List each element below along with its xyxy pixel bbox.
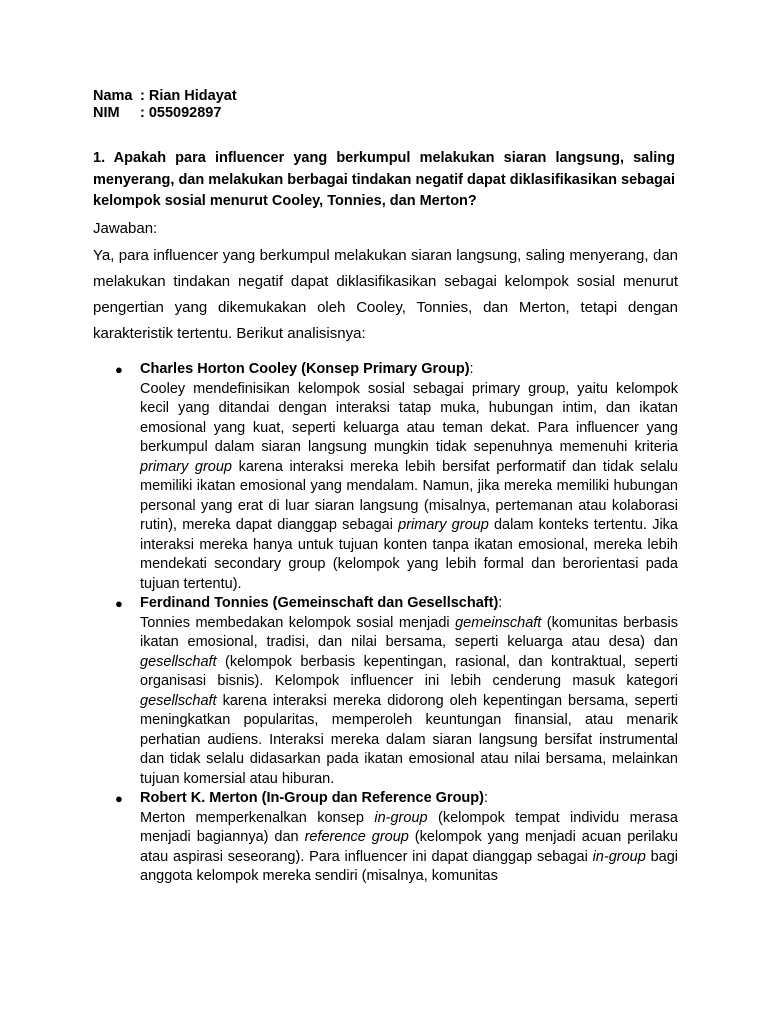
item-body-text: karena interaksi mereka didorong oleh kepentingan bersama, seperti meningkatkan popularitas, memperoleh keuntungan finansial, atau menarik perhatian audiens. Interaksi mereka dalam siaran langsung bersifat instrumental dan tidak selalu didasarkan pada ikatan emosional atau nilai bersama, melainkan tujuan komersial atau hiburan.: [140, 692, 678, 787]
item-body: [140, 380, 678, 595]
answer-intro-paragraph: Ya, para influencer yang berkumpul melakukan siaran langsung, saling menyerang, dan melakukan tindakan negatif dapat diklasifikasikan sebagai kelompok sosial menurut pengertian yang dikemukakan oleh Cooley, Tonnies, dan Merton, tetapi dengan karakteristik tertentu. Berikut analisisnya:: [93, 247, 678, 342]
name-separator: :: [140, 88, 149, 104]
name-label: Nama: [93, 88, 133, 104]
item-body-text: dalam konteks tertentu. Jika interaksi mereka hanya untuk tujuan konten tanpa ikatan emosional, mereka lebih mendekati secondary group (kelompok yang lebih formal dan berorientasi pada tujuan tertentu).: [140, 517, 678, 592]
item-title-colon: :: [483, 790, 489, 806]
item-body-italic-term: gesellschaft: [140, 692, 217, 709]
list-item: [113, 789, 678, 887]
item-body-text: (kelompok berbasis kepentingan, rasional, dan kontraktual, seperti organisasi bisnis). Kelompok influencer ini lebih cenderung masuk kategori: [140, 653, 678, 689]
question-text: 1. Apakah para influencer yang berkumpul melakukan siaran langsung, saling menyerang, dan melakukan berbagai tindakan negatif dapat diklasifikasikan sebagai kelompok sosial menurut Cooley, Tonnies, dan Merton?: [93, 150, 675, 209]
bullet-icon: ●: [115, 791, 123, 806]
nim-label: NIM: [93, 105, 120, 121]
item-body-text: (kelompok yang menjadi acuan perilaku atau aspirasi seseorang). Para influencer ini dapat dianggap sebagai: [140, 829, 678, 865]
item-body-italic-term: in-group: [592, 848, 646, 865]
answer-label-text: Jawaban: [93, 220, 154, 237]
item-body: [140, 809, 678, 887]
bullet-icon: ●: [115, 596, 123, 611]
nim-value: 055092897: [148, 105, 222, 121]
item-title: Charles Horton Cooley (Konsep Primary Group): [140, 361, 470, 377]
item-title-colon: :: [498, 595, 503, 611]
item-body-text: Merton memperkenalkan konsep: [140, 809, 375, 826]
student-header: [93, 88, 237, 122]
item-body-text: Tonnies membedakan kelompok sosial menjadi: [140, 614, 456, 631]
item-body-text: (kelompok tempat individu merasa menjadi bagiannya) dan: [140, 809, 678, 845]
list-item: [113, 594, 678, 789]
answer-label: [93, 220, 157, 238]
item-body: [140, 614, 678, 790]
item-body-text: (komunitas berbasis ikatan emosional, tradisi, dan nilai bersama, seperti keluarga atau desa) dan: [140, 614, 679, 650]
answer-intro: [93, 243, 678, 347]
bullet-icon: ●: [115, 362, 123, 377]
item-body-text: karena interaksi mereka lebih bersifat performatif dan tidak selalu memiliki ikatan emosional yang mendalam. Namun, jika mereka memiliki hubungan personal yang erat di luar siaran langsung (misalnya, pertemanan atau kolaborasi rutin), mereka dapat dianggap sebagai: [140, 458, 678, 533]
item-title-colon: :: [469, 361, 474, 377]
item-body-italic-term: primary group: [140, 458, 232, 475]
item-body-italic-term: in-group: [374, 809, 428, 826]
item-body-italic-term: primary group: [398, 517, 489, 533]
item-body-italic-term: gemeinschaft: [455, 614, 542, 631]
analysis-list: [113, 360, 678, 887]
name-value: Rian Hidayat: [148, 88, 237, 104]
list-item: [113, 360, 678, 594]
item-title: Ferdinand Tonnies (Gemeinschaft dan Gesellschaft): [140, 595, 499, 611]
nim-separator: :: [140, 105, 149, 121]
nim-row: [93, 105, 237, 122]
answer-label-colon: :: [153, 220, 158, 237]
name-row: [93, 88, 237, 105]
item-body-italic-term: gesellschaft: [140, 653, 217, 670]
item-body-italic-term: reference group: [304, 829, 409, 845]
item-title: Robert K. Merton (In-Group dan Reference Group): [140, 790, 484, 806]
item-body-text: bagi anggota kelompok mereka sendiri (misalnya, komunitas: [140, 848, 678, 884]
item-body-text: Cooley mendefinisikan kelompok sosial sebagai primary group, yaitu kelompok kecil yang ditandai dengan interaksi tatap muka, hubungan intim, dan ikatan emosional yang kuat, seperti keluarga atau teman dekat. Para influencer yang berkumpul dalam siaran langsung mungkin tidak sepenuhnya memenuhi kriteria: [140, 380, 678, 455]
